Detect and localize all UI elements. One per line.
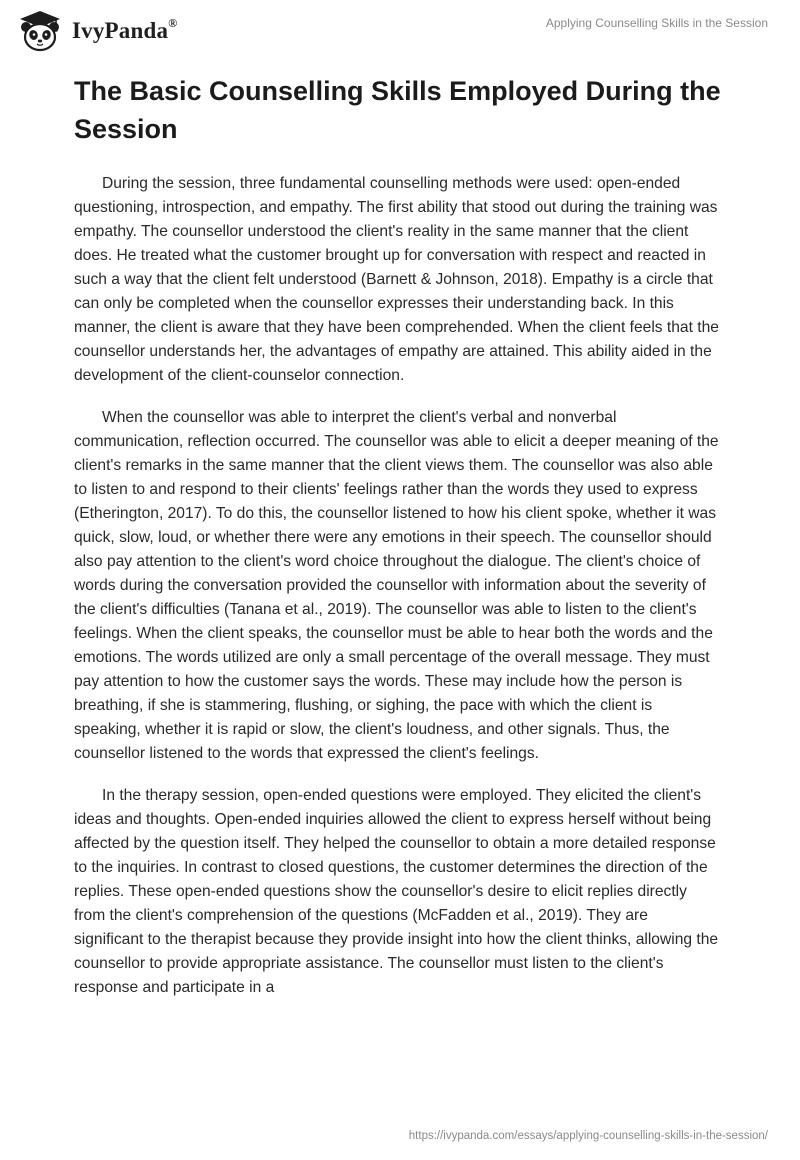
article-body <box>74 172 720 1018</box>
paragraph: When the counsellor was able to interpret the client's verbal and nonverbal communication, reflection occurred. The counsellor was able to elicit a deeper meaning of the client's remarks in the same manner that the client views them. The counsellor was also able to listen to and respond to their clients' feelings rather than the words they used to express (Etherington, 2017). To do this, the counsellor listened to how his client spoke, whether it was quick, slow, loud, or whether there were any emotions in their speech. The counsellor should also pay attention to the client's word choice throughout the dialogue. The client's choice of words during the conversation provided the counsellor with information about the severity of the client's difficulties (Tanana et al., 2019). The counsellor was able to listen to the client's feelings. When the client speaks, the counsellor must be able to hear both the words and the emotions. The words utilized are only a small percentage of the overall message. They must pay attention to how the customer says the words. These may include how the person is breathing, if she is stammering, flushing, or sighing, the pace with which the client is speaking, whether it is rapid or slow, the client's loudness, and other signals. Thus, the counsellor listened to the words that expressed the client's feelings. <box>74 409 719 762</box>
paragraph: In the therapy session, open-ended questions were employed. They elicited the client's ideas and thoughts. Open-ended inquiries allowed the client to express herself without being affected by the question itself. They helped the counsellor to obtain a more detailed response to the inquiries. In contrast to closed questions, the customer determines the direction of the replies. These open-ended questions show the counsellor's desire to elicit replies directly from the client's comprehension of the questions (McFadden et al., 2019). They are significant to the therapist because they provide insight into how the client thinks, allowing the counsellor to provide appropriate assistance. The counsellor must listen to the client's response and participate in a <box>74 787 719 996</box>
source-url[interactable]: https://ivypanda.com/essays/applying-counselling-skills-in-the-session/ <box>408 1130 768 1142</box>
panda-graduation-cap-icon <box>16 10 64 52</box>
article-heading: The Basic Counselling Skills Employed During the Session <box>74 76 721 144</box>
paragraph: During the session, three fundamental counselling methods were used: open-ended questioning, introspection, and empathy. The first ability that stood out during the training was empathy. The counsellor understood the client's reality in the same manner that the client does. He treated what the customer brought up for conversation with respect and reacted in such a way that the client felt understood (Barnett & Johnson, 2018). Empathy is a circle that can only be completed when the counsellor expresses their understanding back. In this manner, the client is aware that they have been comprehended. When the client feels that the counsellor understands her, the advantages of empathy are attained. This ability aided in the development of the client-counselor connection. <box>74 175 719 384</box>
brand-name: IvyPanda® <box>72 16 178 43</box>
page-header <box>0 0 800 62</box>
brand-logo[interactable] <box>16 10 177 52</box>
document-title: Applying Counselling Skills in the Session <box>545 16 768 30</box>
